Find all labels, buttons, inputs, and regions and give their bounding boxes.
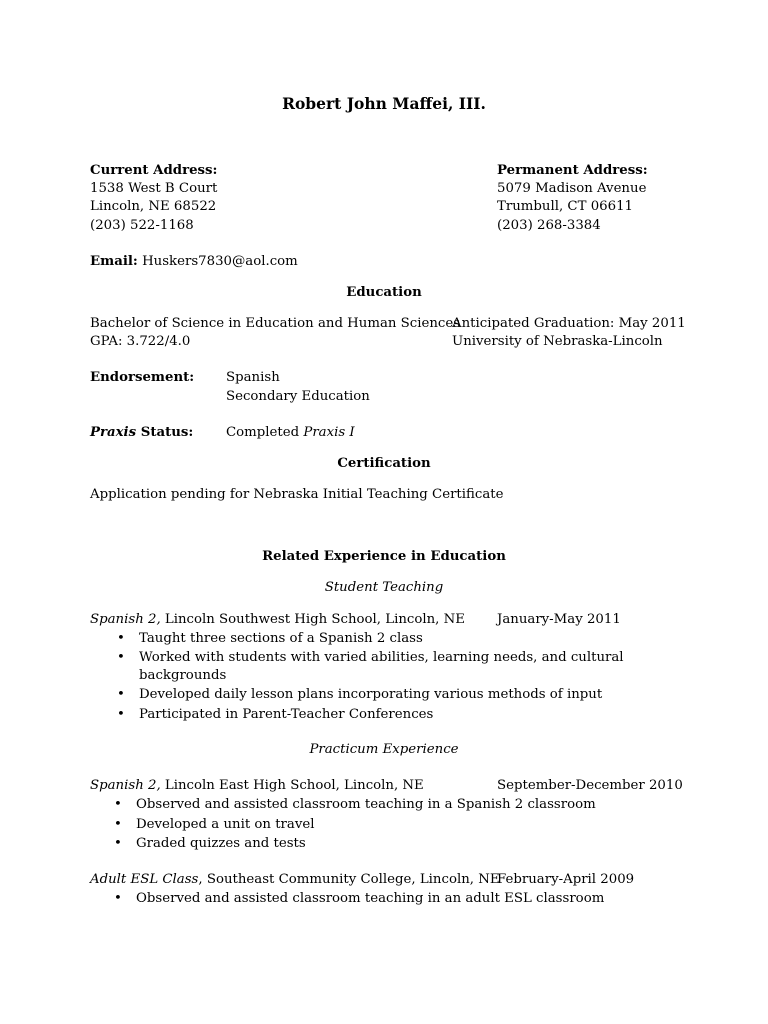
current-address-phone: (203) 522-1168 bbox=[90, 218, 194, 233]
list-item: • Graded quizzes and tests bbox=[114, 836, 306, 851]
list-item: • Developed daily lesson plans incorporating various methods of input bbox=[117, 687, 603, 702]
list-item-continuation: backgrounds bbox=[139, 668, 227, 683]
education-graduation: Anticipated Graduation: May 2011 bbox=[452, 316, 686, 331]
current-address-city: Lincoln, NE 68522 bbox=[90, 199, 217, 214]
list-item: • Developed a unit on travel bbox=[114, 817, 315, 832]
email-line bbox=[90, 253, 298, 271]
list-item: • Taught three sections of a Spanish 2 class bbox=[117, 631, 423, 646]
student-teaching-entry: Spanish 2, Lincoln Southwest High School, Lincoln, NE bbox=[90, 612, 465, 627]
student-teaching-dates: January-May 2011 bbox=[497, 612, 621, 627]
education-university: University of Nebraska-Lincoln bbox=[452, 334, 663, 349]
permanent-address-street: 5079 Madison Avenue bbox=[497, 181, 647, 196]
student-teaching-subheading: Student Teaching bbox=[324, 580, 444, 595]
endorsement-label: Endorsement: bbox=[90, 370, 195, 385]
education-degree: Bachelor of Science in Education and Human Sciences bbox=[90, 316, 461, 331]
practicum-subheading: Practicum Experience bbox=[309, 742, 459, 757]
endorsement-item: Secondary Education bbox=[226, 389, 370, 404]
certification-heading: Certification bbox=[337, 456, 431, 471]
list-item: • Observed and assisted classroom teaching in a Spanish 2 classroom bbox=[114, 797, 596, 812]
permanent-address-city: Trumbull, CT 06611 bbox=[497, 199, 634, 214]
practicum-entry: Spanish 2, Lincoln East High School, Lincoln, NE bbox=[90, 778, 424, 793]
current-address-heading: Current Address: bbox=[90, 163, 218, 178]
education-heading: Education bbox=[346, 285, 422, 300]
email-value: Huskers7830@aol.com bbox=[142, 254, 298, 269]
list-item: • Observed and assisted classroom teaching in an adult ESL classroom bbox=[114, 891, 605, 906]
permanent-address-phone: (203) 268-3384 bbox=[497, 218, 601, 233]
endorsement-item: Spanish bbox=[226, 370, 280, 385]
list-item: • Worked with students with varied abilities, learning needs, and cultural bbox=[117, 650, 624, 665]
education-gpa: GPA: 3.722/4.0 bbox=[90, 334, 191, 349]
email-label: Email: bbox=[90, 254, 138, 269]
practicum-entry: Adult ESL Class, Southeast Community College, Lincoln, NE bbox=[90, 872, 500, 887]
experience-heading: Related Experience in Education bbox=[262, 549, 506, 564]
current-address-street: 1538 West B Court bbox=[90, 181, 218, 196]
resume-name: Robert John Maffei, III. bbox=[282, 94, 486, 113]
practicum-dates: September-December 2010 bbox=[497, 778, 683, 793]
practicum-dates: February-April 2009 bbox=[497, 872, 635, 887]
certification-text: Application pending for Nebraska Initial Teaching Certificate bbox=[90, 487, 504, 502]
praxis-value: Completed Praxis I bbox=[226, 425, 355, 440]
permanent-address-heading: Permanent Address: bbox=[497, 163, 648, 178]
praxis-label: Praxis Status: bbox=[90, 425, 194, 440]
list-item: • Participated in Parent-Teacher Conferences bbox=[117, 707, 434, 722]
